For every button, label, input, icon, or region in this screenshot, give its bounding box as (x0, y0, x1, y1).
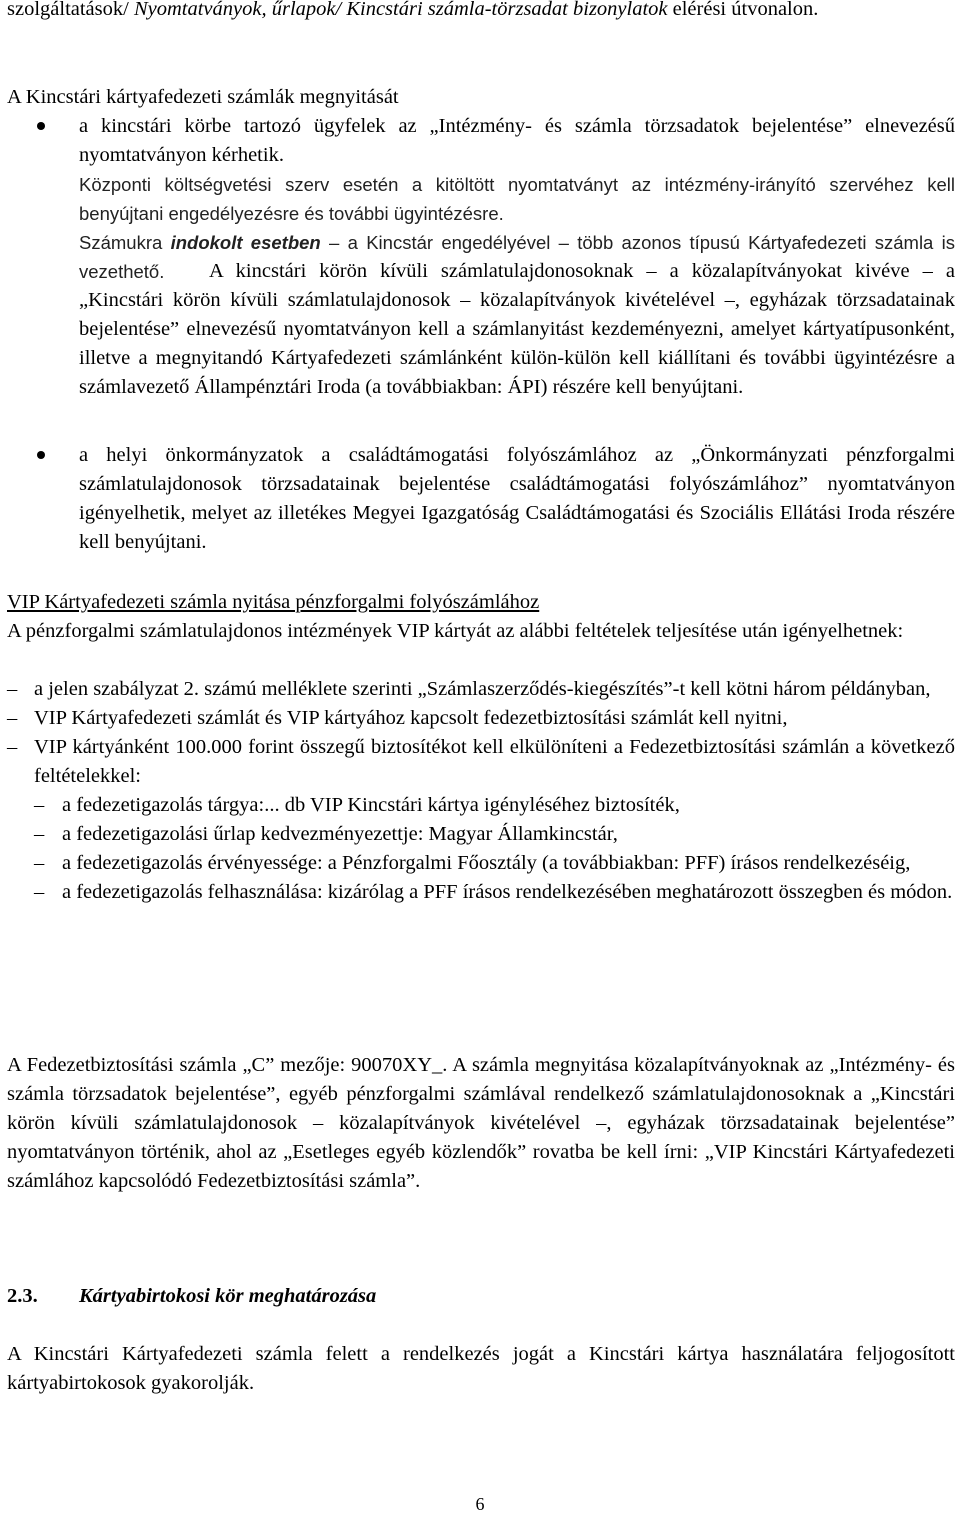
section-paragraph: A Kincstári Kártyafedezeti számla felett a rendelkezés jogát a Kincstári kártya használatára feljogosított kártyabirtokosok gyakorolják. (7, 1343, 955, 1394)
bullet1-text-d: A kincstári körön kívüli számlatulajdonosoknak – a közalapítványokat kivéve – a „Kincstári körön kívüli számlatulajdonosok – közalapítványok kivételével –, egyházak törzsadatainak bejelentése” elnevezésű nyomtatványon kell a számlanyitást kezdeményezni, amelyet kártyatípusonként, illetve a megnyitandó Kártyafedezeti számlánként külön-külön kell kiállítani és további ügyintézésre a számlavezető Állampénztári Iroda (a továbbiakban: ÁPI) részére kell benyújtani. (79, 260, 955, 398)
vip-subitem-text: a fedezetigazolási űrlap kedvezményezettje: Magyar Államkincstár, (62, 823, 618, 845)
bullet2-text: a helyi önkormányzatok a családtámogatási folyószámlához az „Önkormányzati pénzforgalmi számlatulajdonosok törzsadatainak bejelentése családtámogatási folyószámlához” nyomtatványon igényelhetik, melyet az illetékes Megyei Igazgatóság Családtámogatási és Szociális Ellátási Iroda részére kell benyújtani. (79, 444, 955, 553)
bullet1-text-a: a kincstári körbe tartozó ügyfelek az „Intézmény- és számla törzsadatok bejelentése” elnevezésű nyomtatványon kérhetik. (79, 115, 955, 166)
list-item (7, 878, 955, 907)
vip-intro: A pénzforgalmi számlatulajdonos intézmények VIP kártyát az alábbi feltételek teljesítése után igényelhetnek: (7, 620, 904, 642)
section-number: 2.3. (7, 1285, 38, 1307)
bullet1-c-lead: Számukra (79, 232, 171, 253)
dash-marker: – (7, 678, 18, 700)
section-heading (7, 1282, 955, 1311)
bullet-dot (37, 451, 45, 459)
bullet-dot (37, 122, 45, 130)
dash-marker: – (34, 852, 45, 874)
vip-conditions-list (7, 675, 955, 907)
list-item (7, 704, 955, 733)
dash-marker: – (34, 794, 45, 816)
bullet-item-1 (7, 112, 955, 402)
intro-paragraph (7, 0, 955, 24)
vip-heading: VIP Kártyafedezeti számla nyitása pénzforgalmi folyószámlához (7, 591, 540, 613)
bullet1-c-rest: – a Kincstár engedélyével – több azonos típusú Kártyafedezeti számla is vezethető. (79, 232, 955, 282)
fedezet-paragraph: A Fedezetbiztosítási számla „C” mezője: 90070XY_. A számla megnyitása közalapítványoknak az „Intézmény- és számla törzsadatok bejelentése”, egyéb pénzforgalmi számlával rendelkező számlatulajdonosoknak a „Kincstári körön kívüli számlatulajdonosok – közalapítványok kivételével –, egyházak törzsadatainak bejelentése” nyomtatványon történik, ahol az „Esetleges egyéb közlendők” rovatba be kell írni: „VIP Kincstári Kártyafedezeti számlához kapcsolódó Fedezetbiztosítási számla”. (7, 1054, 955, 1192)
section-title: Kártyabirtokosi kör meghatározása (79, 1285, 377, 1307)
intro-text-a: szolgáltatások/ (7, 0, 134, 20)
dash-marker: – (7, 736, 18, 758)
opening-title: A Kincstári kártyafedezeti számlák megnyitását (7, 86, 399, 108)
list-item (7, 849, 955, 878)
bullet-item-2 (7, 441, 955, 557)
vip-subitem-text: a fedezetigazolás érvényessége: a Pénzforgalmi Főosztály (a továbbiakban: PFF) írásos rendelkezéséig, (62, 852, 911, 874)
bullet1-text-b: Központi költségvetési szerv esetén a kitöltött nyomtatványt az intézmény-irányító szervéhez kell benyújtani engedélyezésre és további ügyintézésre. (79, 174, 955, 224)
vip-item-text: a jelen szabályzat 2. számú melléklete szerinti „Számlaszerződés-kiegészítés”-t kell kötni három példányban, (34, 678, 931, 700)
list-item (7, 791, 955, 820)
list-item (7, 675, 955, 704)
vip-subitem-text: a fedezetigazolás tárgya:... db VIP Kincstári kártya igényléséhez biztosíték, (62, 794, 680, 816)
dash-marker: – (34, 823, 45, 845)
vip-subitem-text: a fedezetigazolás felhasználása: kizárólag a PFF írásos rendelkezésében meghatározott összegben és módon. (62, 881, 953, 903)
intro-text-c: elérési útvonalon. (667, 0, 819, 20)
dash-marker: – (7, 707, 18, 729)
list-item (7, 820, 955, 849)
page-number: 6 (475, 1494, 485, 1514)
vip-item-text: VIP kártyánként 100.000 forint összegű biztosítékot kell elkülöníteni a Fedezetbiztosítási számlán a következő feltételekkel: (34, 736, 955, 787)
list-item (7, 733, 955, 791)
bullet1-c-emphasis: indokolt esetben (170, 232, 321, 253)
vip-item-text: VIP Kártyafedezeti számlát és VIP kártyához kapcsolt fedezetbiztosítási számlát kell nyitni, (34, 707, 788, 729)
dash-marker: – (34, 881, 45, 903)
intro-path: Nyomtatványok, űrlapok/ Kincstári számla-törzsadat bizonylatok (133, 0, 668, 20)
